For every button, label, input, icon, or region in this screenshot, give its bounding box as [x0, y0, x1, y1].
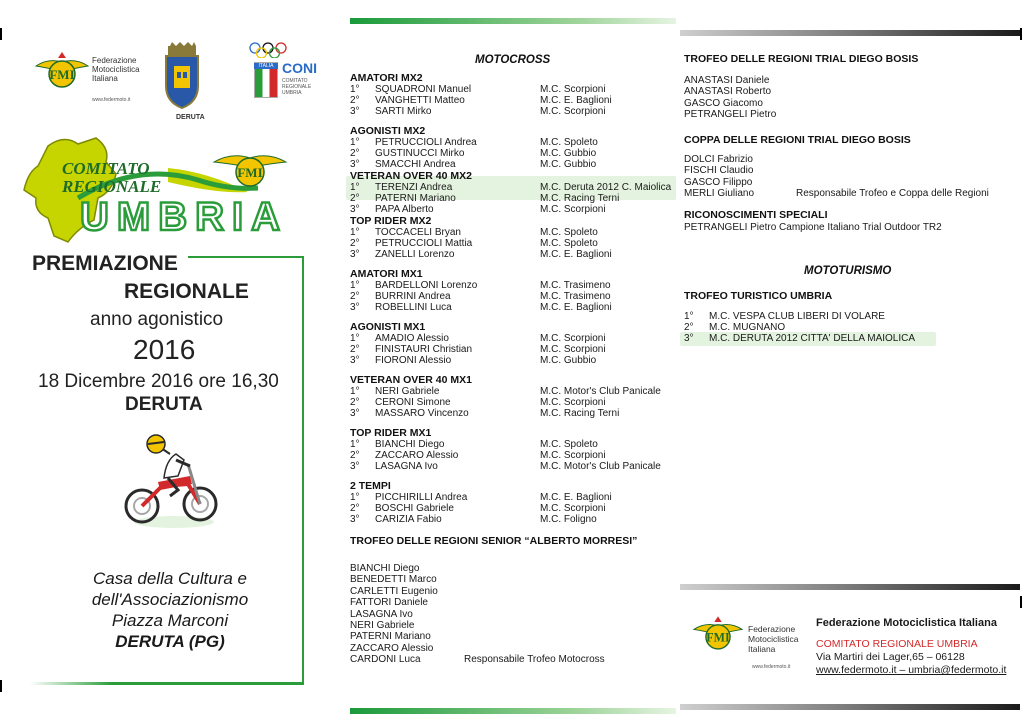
result-name: CARIZIA Fabio	[375, 514, 442, 525]
result-pos: 2°	[350, 193, 360, 204]
coni-word: CONI	[282, 60, 317, 76]
list-item: PETRANGELI Pietro	[684, 109, 777, 121]
result-pos: 2°	[350, 450, 360, 461]
result-pos: 1°	[350, 137, 360, 148]
result-club: M.C. Deruta 2012 C. Maiolica	[540, 182, 672, 193]
result-club: M.C. E. Baglioni	[540, 302, 612, 313]
result-pos: 3°	[350, 514, 360, 525]
result-pos: 2°	[350, 397, 360, 408]
season-year: 2016	[133, 334, 196, 365]
result-club: M.C. Racing Terni	[540, 193, 620, 204]
olympic-rings-icon	[248, 42, 288, 58]
list-item: ANASTASI Roberto	[684, 86, 772, 98]
result-name: PAPA Alberto	[375, 204, 434, 215]
senior-list	[350, 563, 438, 666]
result-club: M.C. Scorpioni	[540, 397, 606, 408]
top-gradient-bar	[680, 30, 1020, 36]
motocross-panel	[340, 0, 676, 724]
result-pos: 2°	[350, 95, 360, 106]
title-frame-top	[188, 256, 304, 258]
event-date: 18 Dicembre 2016 ore 16,30	[38, 371, 279, 392]
result-name: PICCHIRILLI Andrea	[375, 492, 468, 503]
result-name: FIORONI Alessio	[375, 355, 452, 366]
fmi-logo	[34, 48, 90, 96]
list-item: CARLETTI Eugenio	[350, 585, 438, 597]
result-name: ZACCARO Alessio	[375, 450, 459, 461]
category-title: TOP RIDER MX1	[350, 427, 432, 439]
title-regionale: REGIONALE	[124, 280, 249, 303]
svg-text:FMI: FMI	[49, 67, 75, 82]
result-name: SARTI Mirko	[375, 106, 432, 117]
result-name: VANGHETTI Matteo	[375, 95, 465, 106]
result-name: BOSCHI Gabriele	[375, 503, 454, 514]
list-item: ANASTASI Daniele	[684, 75, 770, 86]
result-pos: 1°	[350, 439, 360, 450]
title-frame-bottom	[30, 682, 304, 685]
coppa-note: Responsabile Trofeo e Coppa delle Regioni	[796, 188, 989, 199]
result-club: M.C. Spoleto	[540, 238, 598, 249]
list-item: ZACCARO Alessio	[350, 642, 434, 654]
result-pos: 2°	[350, 238, 360, 249]
result-club: M.C. Trasimeno	[540, 280, 611, 291]
result-pos: 3°	[350, 408, 360, 419]
motocross-heading: MOTOCROSS	[475, 54, 551, 66]
fmi-caption: Federazione Motociclistica Italiana	[92, 56, 140, 83]
result-pos: 2°	[350, 503, 360, 514]
result-pos: 1°	[350, 227, 360, 238]
result-name: SQUADRONI Manuel	[375, 84, 472, 95]
result-club: M.C. E. Baglioni	[540, 249, 612, 260]
footer-org: Federazione Motociclistica Italiana	[816, 617, 997, 629]
cover-panel	[0, 0, 330, 724]
category-title: AMATORI MX2	[350, 72, 423, 84]
coppa-list	[684, 154, 754, 200]
list-item: DOLCI Fabrizio	[684, 154, 753, 165]
result-club: M.C. Spoleto	[540, 439, 598, 450]
footer-fmi-url: www.federmoto.it	[752, 664, 791, 670]
result-club: M.C. Gubbio	[540, 148, 597, 159]
bottom-gradient-bar	[350, 708, 676, 714]
result-pos: 1°	[350, 333, 360, 344]
result-name: NERI Gabriele	[375, 386, 440, 397]
result-name: MASSARO Vincenzo	[375, 408, 469, 419]
result-club: M.C. Gubbio	[540, 355, 597, 366]
list-item: CARDONI Luca	[350, 654, 421, 666]
result-name: LASAGNA Ivo	[375, 461, 438, 472]
result-club: M.C. Scorpioni	[540, 106, 606, 117]
mototurismo-heading: MOTOTURISMO	[804, 265, 892, 277]
result-pos: 1°	[350, 84, 360, 95]
result-pos: 3°	[350, 355, 360, 366]
top-gradient-bar	[350, 18, 676, 24]
result-club: M.C. Scorpioni	[540, 84, 606, 95]
footer-gradient-bar	[680, 584, 1020, 590]
coni-subtitle: COMITATO REGIONALE UMBRIA	[282, 78, 312, 96]
result-club: M.C. Motor's Club Panicale	[540, 461, 661, 472]
list-item: FISCHI Claudio	[684, 165, 754, 177]
trial-panel: TROFEO DELLE REGIONI TRIAL DIEGO BOSIS ANASTASI Daniele ANASTASI Roberto GASCO Giacomo PETRANGELI Pietro COPPA DELLE REGIONI TRIAL DIEGO BOSIS DOLCI Fabrizio FISCHI Claudio GASCO Filippo MERLI Giuliano Responsabile Trofeo e Coppa delle Regioni RICONOSCIMENTI SPECIALI PETRANGELI Pietro Campione Italiano Trial Outdoor TR2 MOTOTURISMO TROFEO TURISTICO UMBRIA 1° M.C. VESPA CLUB LIBERI DI VOLARE 2° M.C. MUGNANO 3° M.C. DERUTA 2012 CITTA' DELLA MAIOLICA FMI Federazione Motociclistica Italiana www.federmoto.it Federazione Motociclistica Italiana COMITATO REGIONALE UMBRIA Via Martiri dei Lager,65 – 06128 www.federmoto.it – umbria@federmoto.it	[676, 0, 1024, 724]
senior-trophy-title: TROFEO DELLE REGIONI SENIOR “ALBERTO MORRESI”	[350, 535, 638, 547]
list-item: GASCO Giacomo	[684, 97, 763, 109]
list-item: GASCO Filippo	[684, 176, 753, 188]
season-label: anno agonistico	[90, 309, 224, 330]
result-pos: 3°	[350, 106, 360, 117]
comitato-regionale-logo	[18, 132, 302, 248]
trial-list	[684, 75, 776, 121]
comitato-line1: COMITATO	[62, 159, 150, 178]
result-name: PETRUCCIOLI Mattia	[375, 238, 473, 249]
result-pos: 1°	[350, 492, 360, 503]
trial-trophy-title: TROFEO DELLE REGIONI TRIAL DIEGO BOSIS	[684, 53, 919, 65]
list-item: MERLI Giuliano	[684, 188, 755, 200]
list-item: BIANCHI Diego	[350, 563, 420, 574]
coppa-title: COPPA DELLE REGIONI TRIAL DIEGO BOSIS	[684, 134, 911, 146]
deruta-caption: DERUTA	[176, 114, 205, 121]
result-club: M.C. Scorpioni	[540, 450, 606, 461]
venue-city: DERUTA (PG)	[115, 632, 225, 651]
comitato-region: UMBRIA	[80, 195, 288, 239]
list-item: FATTORI Daniele	[350, 597, 428, 609]
result-club: M.C. Trasimeno	[540, 291, 611, 302]
result-name: TOCCACELI Bryan	[375, 227, 461, 238]
event-place: DERUTA	[125, 394, 203, 415]
result-pos: 3°	[350, 249, 360, 260]
special-title: RICONOSCIMENTI SPECIALI	[684, 209, 828, 221]
category-title: VETERAN OVER 40 MX2	[350, 170, 472, 182]
result-pos: 3°	[350, 159, 360, 170]
fmi-logo	[692, 612, 744, 658]
result-pos: 3°	[350, 204, 360, 215]
result-pos: 2°	[350, 291, 360, 302]
result-club: M.C. Scorpioni	[540, 333, 606, 344]
result-club: M.C. Foligno	[540, 514, 597, 525]
result-pos: 1°	[350, 386, 360, 397]
category-title: AMATORI MX1	[350, 268, 423, 280]
result-name: ZANELLI Lorenzo	[375, 249, 455, 260]
result-club: M.C. Scorpioni	[540, 344, 606, 355]
coni-italia: ITALIA	[254, 63, 278, 69]
result-name: CERONI Simone	[375, 397, 451, 408]
result-club: M.C. Spoleto	[540, 137, 598, 148]
category-title: AGONISTI MX2	[350, 125, 426, 137]
result-pos: 3°	[350, 461, 360, 472]
result-name: ROBELLINI Luca	[375, 302, 452, 313]
result-pos: 2°	[350, 344, 360, 355]
svg-text:FMI: FMI	[706, 630, 730, 645]
list-item: PATERNI Mariano	[350, 631, 431, 643]
result-club: M.C. Gubbio	[540, 159, 597, 170]
category-title: AGONISTI MX1	[350, 321, 426, 333]
footer-committee: COMITATO REGIONALE UMBRIA	[816, 638, 978, 650]
result-name: BIANCHI Diego	[375, 439, 445, 450]
footer-address: Via Martiri dei Lager,65 – 06128	[816, 651, 965, 663]
comitato-line2: REGIONALE	[62, 177, 162, 196]
result-name: GUSTINUCCI Mirko	[375, 148, 465, 159]
result-pos: 1°	[350, 280, 360, 291]
trofeo-turistico-title: TROFEO TURISTICO UMBRIA	[684, 290, 833, 302]
category-title: 2 TEMPI	[350, 480, 391, 492]
result-pos: 2°	[350, 148, 360, 159]
list-item: LASAGNA Ivo	[350, 608, 413, 620]
comitato-badge: FMI	[237, 165, 263, 180]
footer-web-link[interactable]: www.federmoto.it – umbria@federmoto.it	[816, 664, 1007, 676]
title-frame-right	[302, 256, 304, 684]
result-club: M.C. E. Baglioni	[540, 95, 612, 106]
result-name: FINISTAURI Christian	[375, 344, 473, 355]
result-club: M.C. E. Baglioni	[540, 492, 612, 503]
result-club: M.C. Spoleto	[540, 227, 598, 238]
result-name: BURRINI Andrea	[375, 291, 451, 302]
result-name: TERENZI Andrea	[375, 182, 453, 193]
result-name: PETRUCCIOLI Andrea	[375, 137, 477, 148]
result-club: M.C. Racing Terni	[540, 408, 620, 419]
list-item: BENEDETTI Marco	[350, 574, 437, 586]
result-name: PATERNI Mariano	[375, 193, 456, 204]
title-premiazione: PREMIAZIONE	[32, 252, 178, 275]
list-item: NERI Gabriele	[350, 620, 415, 632]
result-club: M.C. Scorpioni	[540, 503, 606, 514]
fmi-url: www.federmoto.it	[92, 97, 131, 103]
category-title: TOP RIDER MX2	[350, 215, 432, 227]
venue-block: Casa della Cultura e dell'Associazionismo Piazza Marconi DERUTA (PG)	[40, 568, 300, 652]
result-name: AMADIO Alessio	[375, 333, 449, 344]
bottom-gradient-bar	[680, 704, 1020, 710]
footer-fmi-caption: Federazione Motociclistica Italiana	[748, 624, 799, 654]
result-pos: 3°	[350, 302, 360, 313]
result-pos: 1°	[350, 182, 360, 193]
result-name: SMACCHI Andrea	[375, 159, 456, 170]
result-club: M.C. Scorpioni	[540, 204, 606, 215]
special-text: PETRANGELI Pietro Campione Italiano Trial Outdoor TR2	[684, 222, 942, 233]
deruta-coat-of-arms	[162, 42, 202, 114]
result-club: M.C. Motor's Club Panicale	[540, 386, 661, 397]
category-title: VETERAN OVER 40 MX1	[350, 374, 472, 386]
result-name: BARDELLONI Lorenzo	[375, 280, 478, 291]
senior-note: Responsabile Trofeo Motocross	[464, 654, 605, 665]
motocross-rider-illustration	[118, 424, 228, 534]
